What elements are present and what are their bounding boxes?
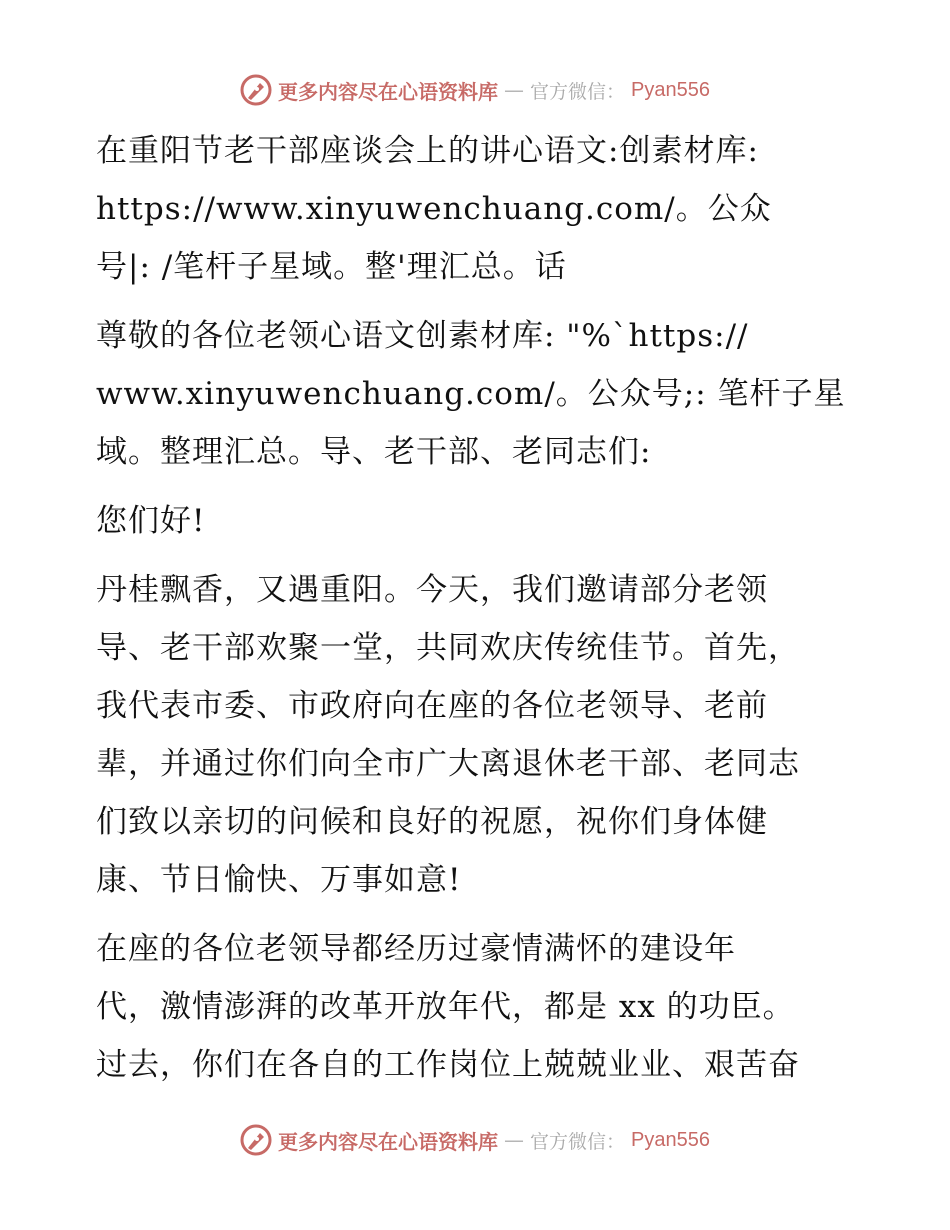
header-banner bbox=[0, 70, 950, 110]
document-body bbox=[96, 122, 866, 1105]
text-line: 尊敬的各位老领心语文创素材库: "%`https:// bbox=[96, 318, 749, 354]
text-line: 域。整理汇总。导、老干部、老同志们: bbox=[96, 434, 652, 470]
text-line: 号|: /笔杆子星域。整'理汇总。话 bbox=[96, 249, 567, 285]
paragraph-title bbox=[96, 122, 866, 296]
header-site-text: 更多内容尽在心语资料库 bbox=[278, 79, 498, 104]
paragraph-body-2 bbox=[96, 920, 866, 1094]
text-line: 代，激情澎湃的改革开放年代，都是 xx 的功臣。 bbox=[96, 989, 795, 1025]
paragraph-salutation bbox=[96, 307, 866, 481]
text-line: 辈，并通过你们向全市广大离退休老干部、老同志 bbox=[96, 746, 800, 782]
text-line: https://www.xinyuwenchuang.com/。公众 bbox=[96, 191, 772, 227]
text-line: 您们好! bbox=[96, 503, 206, 539]
pen-nib-circle-icon bbox=[240, 1124, 272, 1156]
text-line: 导、老干部欢聚一堂，共同欢庆传统佳节。首先， bbox=[96, 630, 800, 666]
text-line: 过去，你们在各自的工作岗位上兢兢业业、艰苦奋 bbox=[96, 1047, 800, 1083]
footer-wechat-label: 官方微信： bbox=[530, 1130, 626, 1153]
text-line: 在座的各位老领导都经历过豪情满怀的建设年 bbox=[96, 931, 736, 967]
header-wechat-id: Pyan556 bbox=[631, 78, 710, 101]
paragraph-body-1 bbox=[96, 561, 866, 909]
footer-site-text: 更多内容尽在心语资料库 bbox=[278, 1129, 498, 1154]
paragraph-greeting bbox=[96, 492, 866, 550]
footer-banner bbox=[0, 1120, 950, 1160]
text-line: www.xinyuwenchuang.com/。公众号;: 笔杆子星 bbox=[96, 376, 846, 412]
footer-dash: — bbox=[504, 1128, 524, 1152]
text-line: 康、节日愉快、万事如意! bbox=[96, 862, 462, 898]
pen-nib-circle-icon bbox=[240, 74, 272, 106]
text-line: 在重阳节老干部座谈会上的讲心语文:创素材库: bbox=[96, 133, 759, 169]
text-line: 丹桂飘香，又遇重阳。今天，我们邀请部分老领 bbox=[96, 572, 768, 608]
text-line: 们致以亲切的问候和良好的祝愿，祝你们身体健 bbox=[96, 804, 768, 840]
text-line: 我代表市委、市政府向在座的各位老领导、老前 bbox=[96, 688, 768, 724]
header-dash: — bbox=[504, 78, 524, 102]
footer-wechat-id: Pyan556 bbox=[631, 1128, 710, 1151]
header-wechat-label: 官方微信： bbox=[530, 80, 626, 103]
